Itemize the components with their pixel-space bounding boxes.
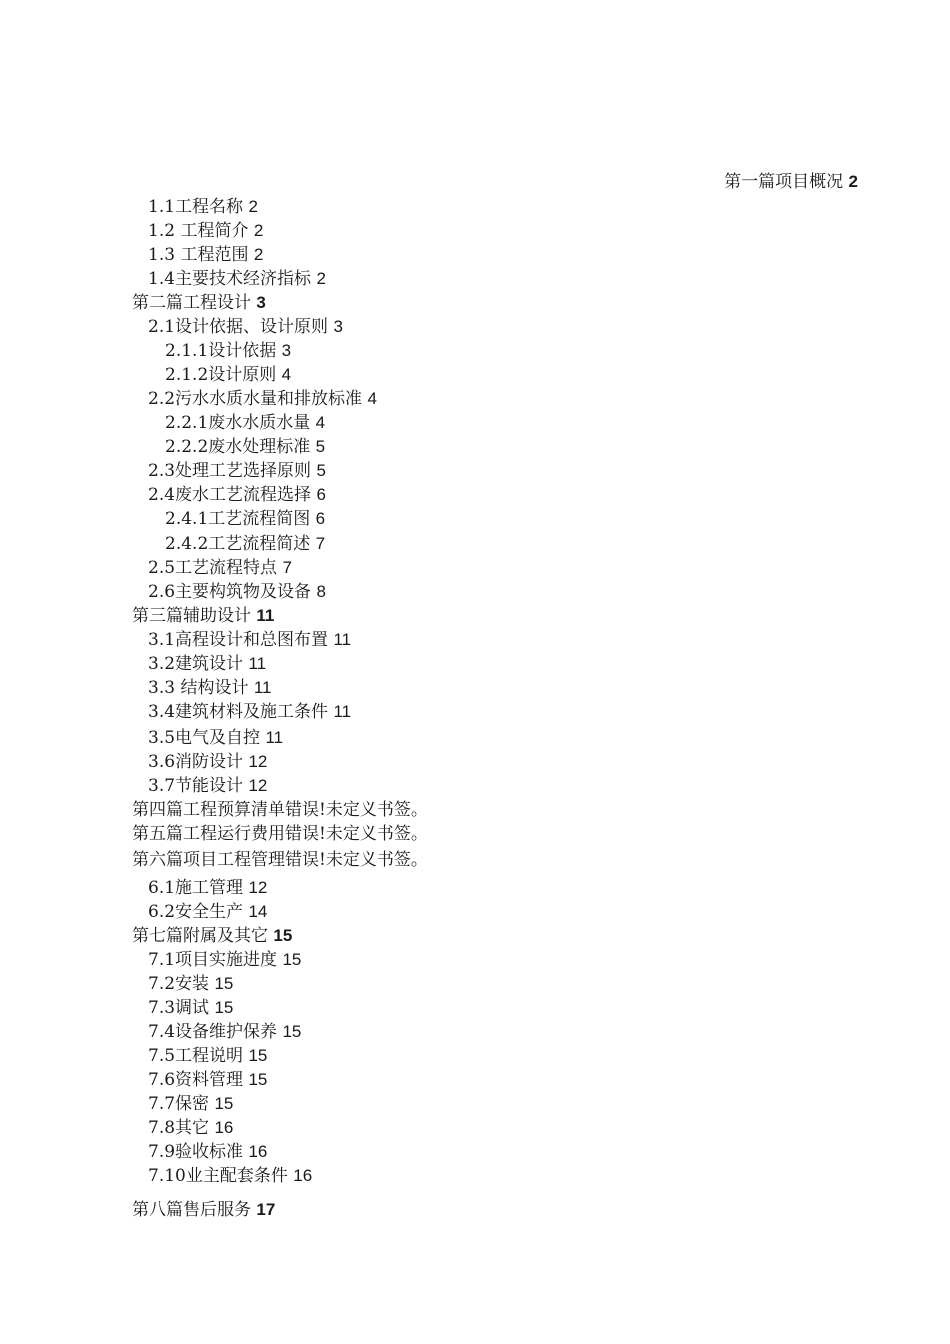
toc-entry-title: 第七篇附属及其它 <box>132 926 268 946</box>
toc-entry-title: 第六篇项目工程管理错误!未定义书签。 <box>132 850 428 870</box>
toc-entry-page-number: 4 <box>315 413 326 432</box>
toc-entry-page-number: 4 <box>367 389 377 408</box>
toc-entry-title: 2.6主要构筑物及设备 <box>148 582 312 602</box>
toc-entry[interactable] <box>165 508 325 530</box>
toc-entry-title: 3.4建筑材料及施工条件 <box>148 702 329 722</box>
toc-entry-page-number: 15 <box>248 1046 268 1065</box>
toc-entry-page-number: 12 <box>248 878 268 897</box>
toc-entry-page-number: 16 <box>248 1142 268 1161</box>
toc-entry-title: 7.7保密 <box>148 1094 210 1114</box>
toc-entry-title: 7.5工程说明 <box>148 1046 244 1066</box>
toc-entry[interactable] <box>148 196 258 218</box>
toc-entry[interactable] <box>148 751 267 773</box>
toc-entry[interactable] <box>148 629 351 651</box>
toc-entry-title: 6.2安全生产 <box>148 902 244 922</box>
toc-entry-page-number: 11 <box>333 630 352 649</box>
toc-entry-title: 7.1项目实施进度 <box>148 950 278 970</box>
toc-entry-title: 第四篇工程预算清单错误!未定义书签。 <box>132 800 428 820</box>
toc-entry-title: 3.6消防设计 <box>148 752 244 772</box>
toc-entry-page-number: 11 <box>248 654 267 673</box>
toc-entry[interactable] <box>148 1117 233 1139</box>
toc-entry-page-number: 12 <box>248 776 268 795</box>
toc-entry[interactable] <box>148 677 272 699</box>
toc-entry[interactable] <box>165 364 291 386</box>
toc-entry-title: 第二篇工程设计 <box>132 293 251 313</box>
toc-entry-page-number: 11 <box>333 702 352 721</box>
toc-entry[interactable] <box>132 292 266 314</box>
toc-entry-page-number: 5 <box>315 437 326 456</box>
toc-entry-title: 第一篇项目概况 <box>724 172 844 192</box>
toc-entry-page-number: 15 <box>214 998 234 1017</box>
toc-entry[interactable] <box>132 605 274 627</box>
toc-entry[interactable] <box>132 1199 275 1221</box>
toc-entry[interactable] <box>148 220 263 242</box>
toc-entry-title: 2.1设计依据、设计原则 <box>148 317 329 337</box>
toc-entry-page-number: 2 <box>848 172 858 191</box>
toc-entry[interactable] <box>148 244 263 266</box>
toc-entry-page-number: 17 <box>256 1200 276 1219</box>
toc-entry-page-number: 7 <box>315 534 326 553</box>
toc-entry-title: 2.3处理工艺选择原则 <box>148 461 312 481</box>
toc-entry-page-number: 3 <box>333 317 343 336</box>
toc-entry[interactable] <box>148 701 351 723</box>
toc-entry-title: 1.1工程名称 <box>148 197 244 217</box>
toc-entry-title: 3.5电气及自控 <box>148 728 261 748</box>
toc-entry-title: 2.5工艺流程特点 <box>148 558 278 578</box>
toc-entry-page-number: 14 <box>248 902 268 921</box>
toc-entry[interactable] <box>148 775 267 797</box>
toc-entry-title: 2.4.2工艺流程简述 <box>165 534 311 554</box>
toc-entry[interactable] <box>148 484 326 506</box>
toc-entry[interactable] <box>165 533 325 555</box>
toc-entry-title: 1.3 工程范围 <box>148 245 249 265</box>
toc-entry-page-number: 15 <box>273 926 293 945</box>
toc-entry-page-number: 15 <box>248 1070 268 1089</box>
toc-entry[interactable] <box>148 1021 301 1043</box>
toc-entry-title: 2.1.1设计依据 <box>165 341 277 361</box>
toc-entry-title: 7.9验收标准 <box>148 1142 244 1162</box>
toc-entry-page-number: 6 <box>316 485 326 504</box>
toc-entry[interactable] <box>132 799 428 821</box>
toc-entry[interactable] <box>148 727 283 749</box>
toc-entry-title: 第五篇工程运行费用错误!未定义书签。 <box>132 824 428 844</box>
toc-entry-title: 3.7节能设计 <box>148 776 244 796</box>
toc-entry-title: 3.3 结构设计 <box>148 678 249 698</box>
toc-entry-title: 7.10业主配套条件 <box>148 1166 288 1186</box>
toc-entry[interactable] <box>148 1045 267 1067</box>
toc-entry[interactable] <box>148 316 343 338</box>
toc-entry[interactable] <box>148 949 301 971</box>
toc-entry[interactable] <box>724 171 858 193</box>
toc-entry-page-number: 15 <box>214 974 234 993</box>
toc-entry-page-number: 15 <box>282 1022 302 1041</box>
toc-entry[interactable] <box>148 388 377 410</box>
toc-entry-page-number: 2 <box>253 221 264 240</box>
toc-entry[interactable] <box>148 1069 267 1091</box>
toc-entry-title: 2.2.2废水处理标准 <box>165 437 311 457</box>
toc-entry-page-number: 11 <box>256 606 275 625</box>
toc-entry-title: 2.1.2设计原则 <box>165 365 277 385</box>
toc-entry[interactable] <box>148 653 266 675</box>
toc-entry[interactable] <box>148 901 267 923</box>
toc-entry-title: 1.2 工程简介 <box>148 221 249 241</box>
toc-entry[interactable] <box>132 823 428 845</box>
toc-entry[interactable] <box>148 268 326 290</box>
toc-entry-title: 7.4设备维护保养 <box>148 1022 278 1042</box>
toc-entry-page-number: 11 <box>253 678 272 697</box>
toc-entry[interactable] <box>148 1165 312 1187</box>
toc-entry-page-number: 15 <box>214 1094 234 1113</box>
toc-entry-title: 2.4废水工艺流程选择 <box>148 485 312 505</box>
toc-entry-page-number: 8 <box>316 582 326 601</box>
toc-entry[interactable] <box>165 340 291 362</box>
toc-entry-page-number: 16 <box>293 1166 313 1185</box>
toc-entry-page-number: 6 <box>315 509 326 528</box>
toc-entry[interactable] <box>165 436 325 458</box>
toc-entry-page-number: 2 <box>248 197 258 216</box>
toc-entry-title: 2.4.1工艺流程简图 <box>165 509 311 529</box>
toc-entry-title: 3.2建筑设计 <box>148 654 244 674</box>
toc-entry[interactable] <box>165 412 325 434</box>
toc-entry-page-number: 12 <box>248 752 268 771</box>
toc-entry[interactable] <box>148 997 233 1019</box>
toc-entry-title: 2.2.1废水水质水量 <box>165 413 311 433</box>
toc-entry-title: 7.3调试 <box>148 998 210 1018</box>
toc-entry-title: 3.1高程设计和总图布置 <box>148 630 329 650</box>
toc-entry[interactable] <box>148 973 233 995</box>
toc-entry-page-number: 5 <box>316 461 326 480</box>
toc-entry-page-number: 11 <box>265 728 284 747</box>
toc-entry-page-number: 16 <box>214 1118 234 1137</box>
toc-entry-title: 7.6资料管理 <box>148 1070 244 1090</box>
toc-entry[interactable] <box>148 1141 267 1163</box>
toc-entry-title: 6.1施工管理 <box>148 878 244 898</box>
toc-entry-page-number: 3 <box>281 341 292 360</box>
toc-entry-page-number: 2 <box>253 245 264 264</box>
toc-entry-title: 7.2安装 <box>148 974 210 994</box>
toc-entry-page-number: 2 <box>316 269 326 288</box>
toc-entry-page-number: 7 <box>282 558 292 577</box>
toc-entry[interactable] <box>132 925 292 947</box>
toc-entry-title: 2.2污水水质水量和排放标准 <box>148 389 363 409</box>
toc-entry-page-number: 4 <box>281 365 292 384</box>
toc-entry-title: 7.8其它 <box>148 1118 210 1138</box>
toc-entry-title: 第三篇辅助设计 <box>132 606 251 626</box>
toc-entry-page-number: 15 <box>282 950 302 969</box>
toc-entry[interactable] <box>148 460 326 482</box>
toc-entry[interactable] <box>148 581 326 603</box>
toc-entry[interactable] <box>148 877 267 899</box>
toc-entry[interactable] <box>148 1093 233 1115</box>
toc-entry-title: 第八篇售后服务 <box>132 1200 251 1220</box>
toc-entry-title: 1.4主要技术经济指标 <box>148 269 312 289</box>
toc-entry[interactable] <box>132 849 428 871</box>
toc-entry-page-number: 3 <box>256 293 266 312</box>
toc-entry[interactable] <box>148 557 292 579</box>
